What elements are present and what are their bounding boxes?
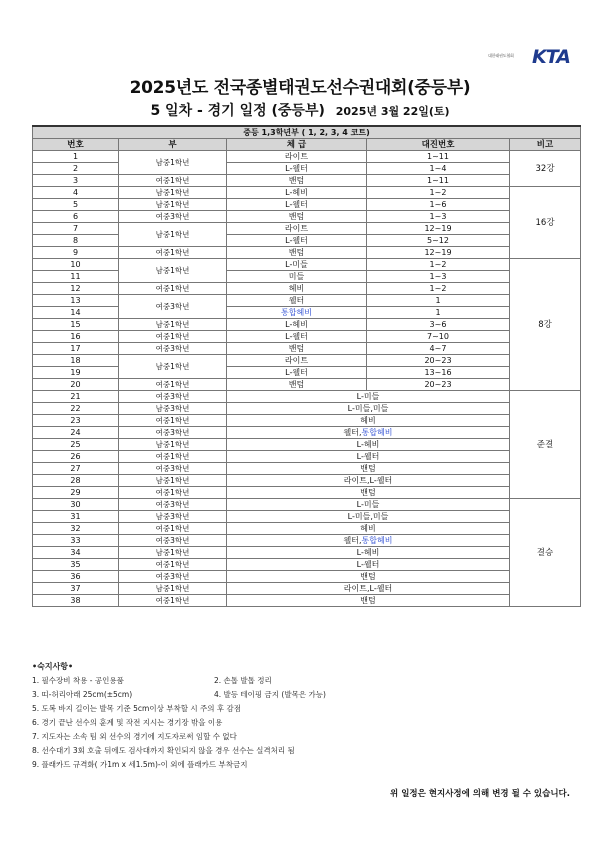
table-row: 37 남중1학년 라이트,L-웰터 <box>33 583 581 595</box>
table-row: 30 여중3학년 L-미들 결승 <box>33 499 581 511</box>
table-row: 27 여중3학년 밴텀 <box>33 463 581 475</box>
notice-item: 9. 플래카드 규격화( 가1m x 세1.5m)-이 외에 플래카드 부착금지 <box>32 760 248 769</box>
round-note: 8강 <box>510 259 581 391</box>
col-header-note: 비고 <box>510 139 581 151</box>
table-row: 20 여중1학년 밴텀 20~23 <box>33 379 581 391</box>
table-row: 17 여중3학년 밴텀 4~7 <box>33 343 581 355</box>
page-subtitle <box>0 100 600 120</box>
table-row: 21 여중3학년 L-미들 준결 <box>33 391 581 403</box>
table-row: 33 여중3학년 웰터,통합헤비 <box>33 535 581 547</box>
schedule-table <box>32 125 581 607</box>
table-row: 32 여중1학년 헤비 <box>33 523 581 535</box>
table-row: 7 남중1학년 라이트 12~19 <box>33 223 581 235</box>
table-row: 9 여중1학년 밴텀 12~19 <box>33 247 581 259</box>
table-row: 2 L-웰터 1~4 <box>33 163 581 175</box>
table-row: 13 여중3학년 웰터 1 <box>33 295 581 307</box>
table-row: 1 남중1학년 라이트 1~11 32강 <box>33 151 581 163</box>
table-row: 19 L-웰터 13~16 <box>33 367 581 379</box>
table-row: 12 여중1학년 헤비 1~2 <box>33 283 581 295</box>
table-row: 31 남중3학년 L-미들,미들 <box>33 511 581 523</box>
notice-heading: •숙지사항• <box>32 662 74 671</box>
notice-item: 1. 필수장비 착용 - 공인용품 2. 손톱 발톱 정리 <box>32 676 272 685</box>
table-row: 11 미들 1~3 <box>33 271 581 283</box>
col-header-division: 부 <box>119 139 227 151</box>
notice-item: 7. 지도자는 소속 팀 외 선수의 경기에 지도자로써 임할 수 없다 <box>32 732 237 741</box>
table-row: 3 여중1학년 밴텀 1~11 <box>33 175 581 187</box>
round-note: 결승 <box>510 499 581 607</box>
kta-logo <box>488 46 574 68</box>
notice-item: 8. 선수대기 3회 호출 뒤에도 검사대까지 확인되지 않을 경우 선수는 실격처리 됨 <box>32 746 295 755</box>
page-title: 2025년도 전국종별태권도선수권대회(중등부) <box>129 78 471 98</box>
table-row: 14 통합헤비 1 <box>33 307 581 319</box>
logo-caption: 대한태권도협회 <box>488 53 514 58</box>
table-row: 36 여중3학년 밴텀 <box>33 571 581 583</box>
table-row: 8 L-웰터 5~12 <box>33 235 581 247</box>
table-row: 22 남중3학년 L-미들,미들 <box>33 403 581 415</box>
table-row: 29 여중1학년 밴텀 <box>33 487 581 499</box>
col-header-weight: 체 급 <box>227 139 367 151</box>
subtitle-text: 5 일차 - 경기 일정 (중등부) <box>150 103 325 119</box>
table-row: 5 남중1학년 L-웰터 1~6 <box>33 199 581 211</box>
col-header-number: 번호 <box>33 139 119 151</box>
table-row: 16 여중1학년 L-웰터 7~10 <box>33 331 581 343</box>
round-note: 준결 <box>510 391 581 499</box>
table-row: 26 여중1학년 L-웰터 <box>33 451 581 463</box>
table-row: 4 남중1학년 L-헤비 1~2 16강 <box>33 187 581 199</box>
table-row: 18 남중1학년 라이트 20~23 <box>33 355 581 367</box>
table-row: 38 여중1학년 밴텀 <box>33 595 581 607</box>
table-row: 6 여중3학년 밴텀 1~3 <box>33 211 581 223</box>
table-row: 10 남중1학년 L-미들 1~2 8강 <box>33 259 581 271</box>
table-row: 15 남중1학년 L-헤비 3~6 <box>33 319 581 331</box>
col-header-bracket: 대진번호 <box>367 139 510 151</box>
schedule-date: 2025년 3월 22일(토) <box>335 105 450 118</box>
court-header: 중등 1,3학년부 ( 1, 2, 3, 4 코트) <box>33 126 581 139</box>
notice-item: 3. 띠-허리아래 25cm(±5cm) 4. 발등 테이핑 금지 (발목은 가능) <box>32 690 326 699</box>
round-note: 16강 <box>510 187 581 259</box>
logo-mark: KTA <box>532 46 570 68</box>
notice-item: 6. 경기 끝난 선수의 훈계 및 작전 지시는 경기장 밖을 이용 <box>32 718 223 727</box>
notice-section <box>32 660 580 772</box>
table-row: 34 남중1학년 L-헤비 <box>33 547 581 559</box>
table-row: 28 남중1학년 라이트,L-웰터 <box>33 475 581 487</box>
table-row: 25 남중1학년 L-헤비 <box>33 439 581 451</box>
round-note: 32강 <box>510 151 581 187</box>
table-row: 24 여중3학년 웰터,통합헤비 <box>33 427 581 439</box>
table-row: 35 여중1학년 L-웰터 <box>33 559 581 571</box>
table-row: 23 여중1학년 헤비 <box>33 415 581 427</box>
notice-item: 5. 도복 바지 길이는 발목 기준 5cm이상 부착할 시 주의 후 감점 <box>32 704 241 713</box>
footer-note: 위 일정은 현지사정에 의해 변경 될 수 있습니다. <box>390 789 570 799</box>
